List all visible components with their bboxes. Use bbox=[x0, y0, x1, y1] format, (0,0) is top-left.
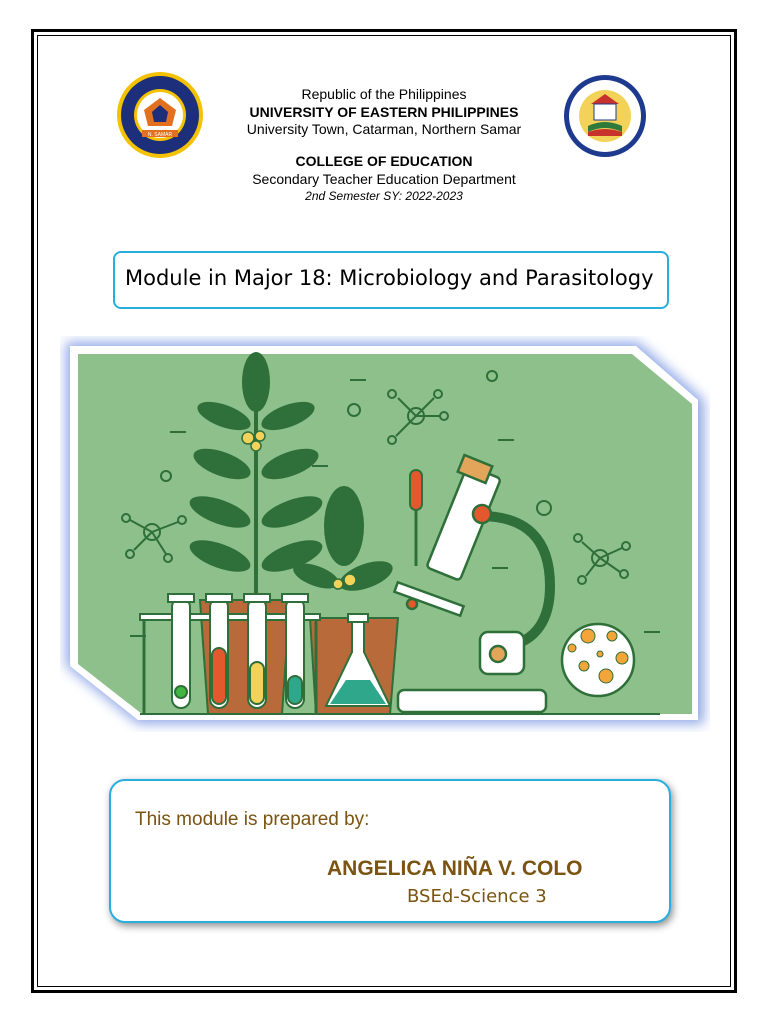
module-title-box bbox=[113, 251, 669, 309]
prepared-by-label: This module is prepared by: bbox=[135, 809, 370, 830]
semester-line: 2nd Semester SY: 2022-2023 bbox=[305, 189, 463, 203]
author-course: BSEd-Science 3 bbox=[407, 886, 547, 907]
department-name: Secondary Teacher Education Department bbox=[252, 171, 516, 187]
republic-line: Republic of the Philippines bbox=[301, 86, 467, 102]
university-address: University Town, Catarman, Northern Samar bbox=[246, 121, 522, 137]
college-name: COLLEGE OF EDUCATION bbox=[295, 153, 473, 169]
prepared-by-box bbox=[109, 779, 671, 923]
university-name: UNIVERSITY OF EASTERN PHILIPPINES bbox=[249, 104, 519, 120]
laboratory-illustration bbox=[60, 336, 710, 732]
author-name: ANGELICA NIÑA V. COLO bbox=[327, 857, 583, 880]
module-title: Module in Major 18: Microbiology and Parasitology bbox=[125, 266, 654, 290]
seal-banner-text: N. SAMAR bbox=[147, 132, 173, 138]
